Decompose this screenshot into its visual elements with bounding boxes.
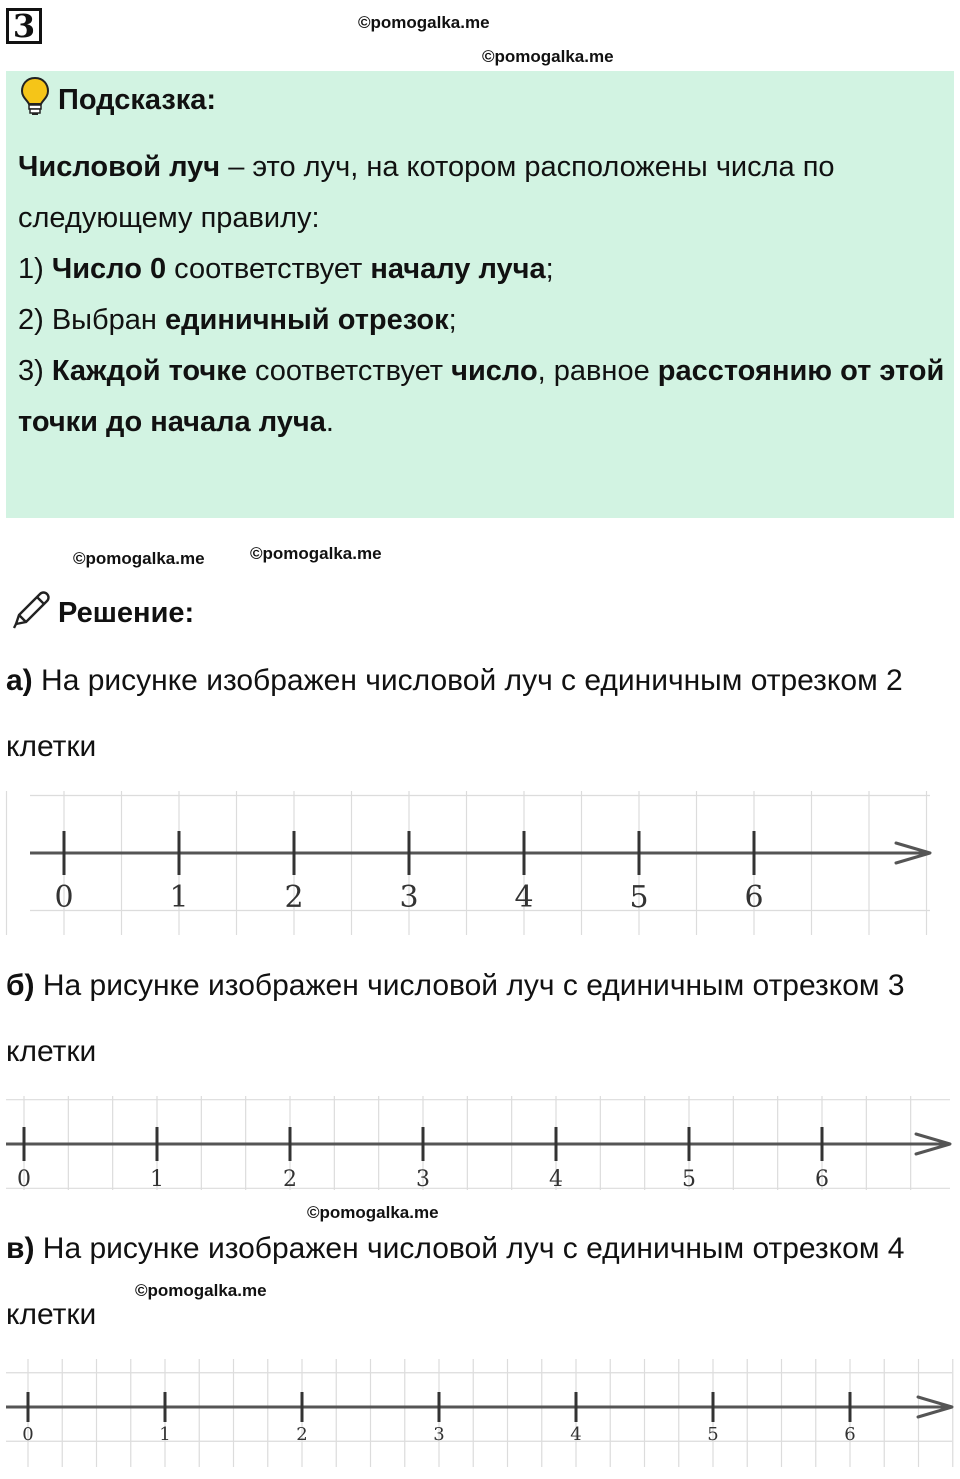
task-number: 3	[6, 8, 42, 44]
rule-text: .	[325, 406, 334, 438]
watermark: ©pomogalka.me	[250, 544, 382, 563]
number-ray-a	[0, 785, 960, 945]
rule-bold: расстоянию от этой точки до начала луча	[18, 355, 945, 438]
tick-label: 5	[707, 1424, 719, 1445]
rule-text: соответствует	[166, 253, 371, 285]
hint-header	[20, 78, 216, 122]
tick-label: 6	[844, 1424, 856, 1445]
pencil-icon	[10, 588, 52, 638]
rule-text: соответствует	[246, 355, 452, 387]
rule-number: 3)	[18, 355, 52, 387]
tick-label: 4	[514, 880, 534, 915]
lightbulb-icon	[20, 76, 50, 124]
watermark: ©pomogalka.me	[135, 1281, 267, 1300]
watermark: ©pomogalka.me	[482, 47, 614, 66]
tick-label: 3	[416, 1167, 430, 1192]
rule-bold: единичный отрезок	[164, 304, 449, 336]
part-label: в)	[6, 1232, 35, 1265]
watermark: ©pomogalka.me	[73, 549, 205, 568]
solution-title: Решение:	[58, 596, 195, 629]
hint-rule-1	[18, 244, 948, 295]
hint-definition	[18, 142, 948, 244]
part-c-text	[6, 1216, 946, 1348]
tick-label: 4	[570, 1424, 582, 1445]
rule-bold: число	[451, 355, 538, 387]
tick-label: 0	[54, 880, 74, 915]
hint-term: Числовой луч	[18, 151, 221, 183]
tick-label: 2	[296, 1424, 308, 1445]
tick-label: 3	[433, 1424, 445, 1445]
watermark: ©pomogalka.me	[307, 1203, 439, 1222]
rule-number: 1)	[18, 253, 52, 285]
part-text: На рисунке изображен числовой луч с единичным отрезком 2 клетки	[6, 664, 903, 763]
rule-text: ;	[545, 253, 554, 285]
rule-bold: Число 0	[51, 253, 167, 285]
tick-label: 6	[744, 880, 764, 915]
grid	[0, 1359, 953, 1467]
hint-body	[18, 142, 948, 448]
rule-text: ;	[448, 304, 457, 336]
part-text: На рисунке изображен числовой луч с единичным отрезком 3 клетки	[6, 969, 905, 1068]
hint-title: Подсказка:	[58, 83, 217, 116]
part-label: б)	[6, 969, 35, 1002]
part-b-text	[6, 953, 946, 1085]
watermark: ©pomogalka.me	[358, 13, 490, 32]
rule-bold: Каждой точке	[51, 355, 247, 387]
tick-label: 1	[169, 880, 189, 915]
rule-text: , равное	[537, 355, 658, 387]
tick-label: 2	[284, 880, 304, 915]
hint-rule-3	[18, 346, 948, 448]
hint-rule-2	[18, 295, 948, 346]
rule-number: 2)	[18, 304, 52, 336]
tick-label: 4	[549, 1167, 563, 1192]
tick-label: 0	[22, 1424, 34, 1445]
part-label: а)	[6, 664, 33, 697]
number-ray-b	[0, 1092, 960, 1197]
rule-bold: началу луча	[370, 253, 546, 285]
number-ray-c	[0, 1355, 960, 1470]
tick-label: 0	[17, 1167, 31, 1192]
tick-label: 2	[283, 1167, 297, 1192]
part-text: На рисунке изображен числовой луч с единичным отрезком 4 клетки	[6, 1232, 905, 1331]
rule-text: Выбран	[51, 304, 165, 336]
solution-header	[10, 590, 194, 636]
tick-label: 1	[159, 1424, 171, 1445]
tick-label: 3	[399, 880, 419, 915]
hint-definition-text: – это луч, на котором расположены числа по следующему правилу:	[18, 151, 835, 234]
part-a-text	[6, 648, 946, 780]
grid	[7, 791, 931, 935]
tick-label: 1	[150, 1167, 164, 1192]
tick-label: 5	[682, 1167, 696, 1192]
tick-label: 5	[629, 880, 649, 915]
tick-label: 6	[815, 1167, 829, 1192]
